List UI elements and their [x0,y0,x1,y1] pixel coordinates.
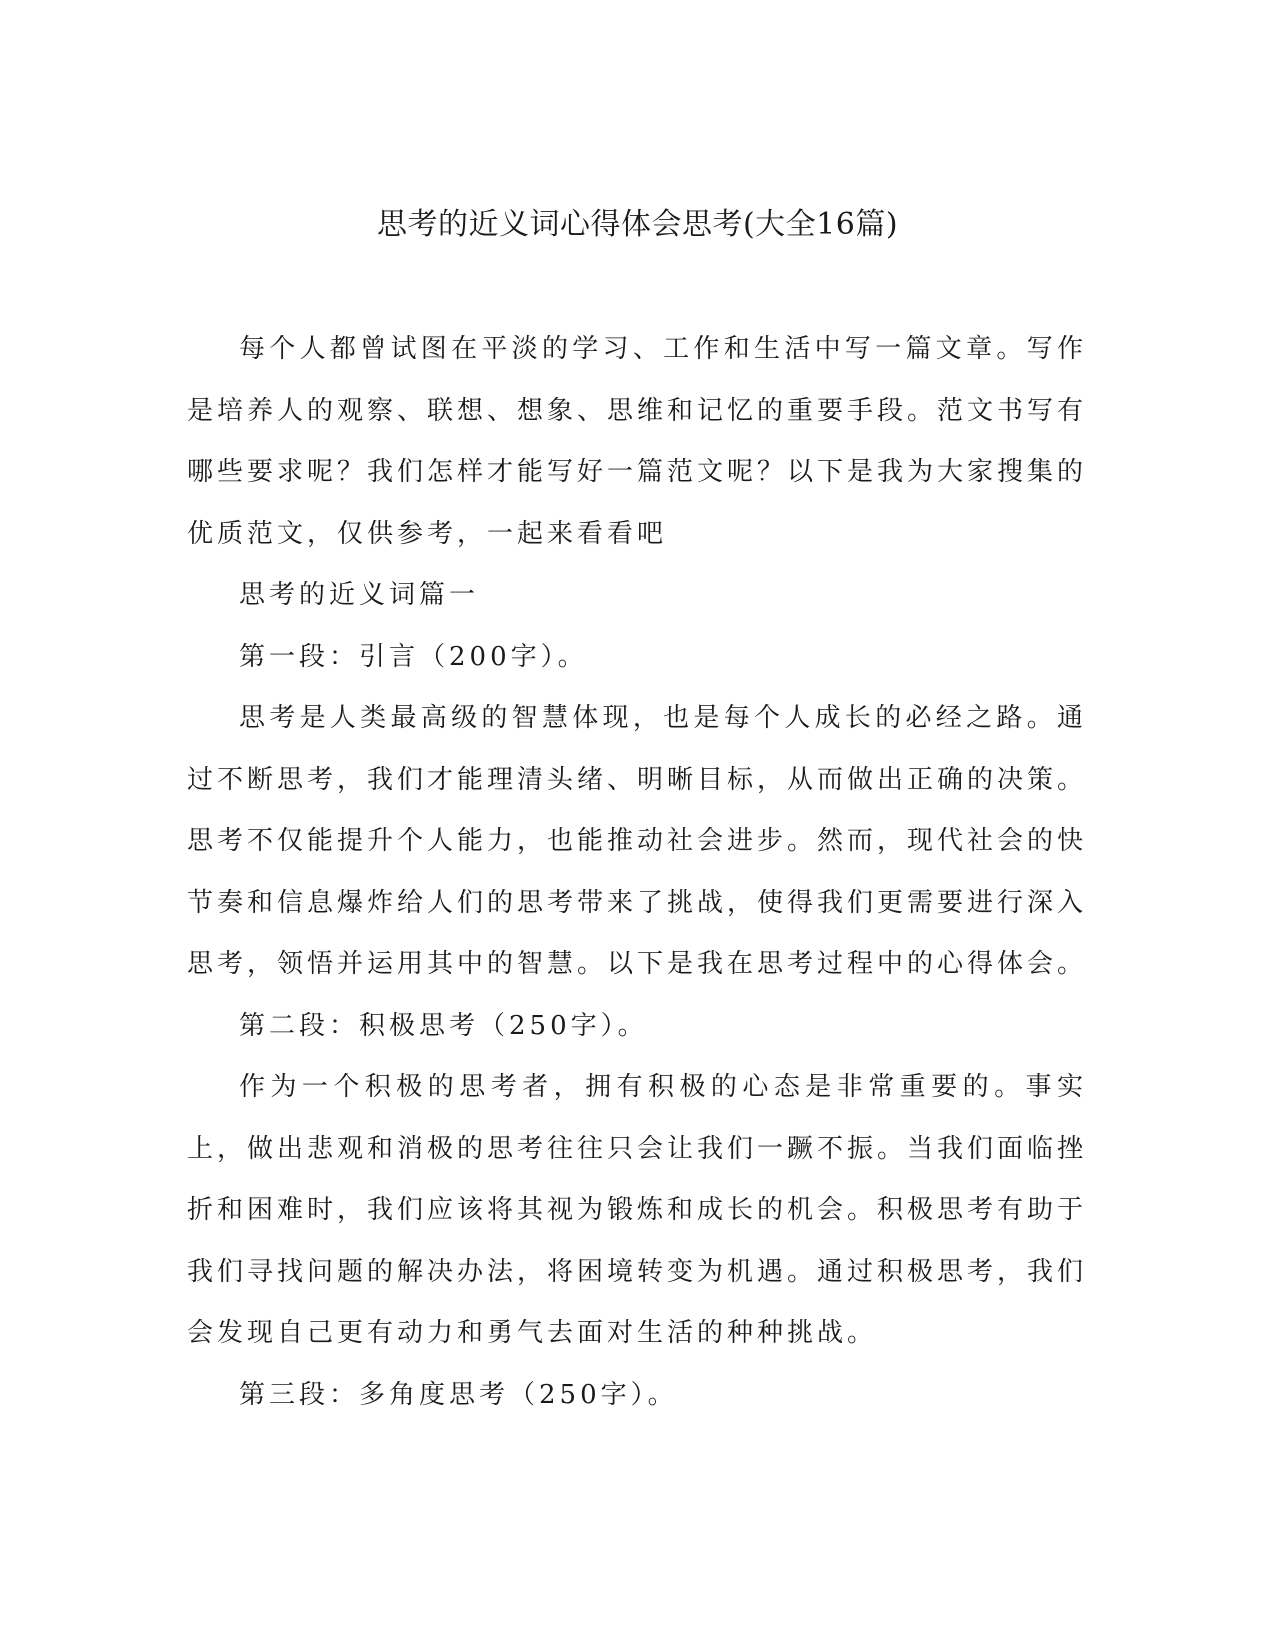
intro-paragraph: 每个人都曾试图在平淡的学习、工作和生活中写一篇文章。写作是培养人的观察、联想、想象、思维和记忆的重要手段。范文书写有哪些要求呢？我们怎样才能写好一篇范文呢？以下是我为大家搜集的优质范文，仅供参考，一起来看看吧 [187,334,1088,549]
paragraph-heading-2: 第二段：积极思考（250字）。 [239,1010,648,1041]
document-body [187,319,1087,1426]
section-heading-1: 思考的近义词篇一 [239,580,480,610]
paragraph-heading-3: 第三段：多角度思考（250字）。 [239,1379,678,1410]
paragraph-body-1: 思考是人类最高级的智慧体现，也是每个人成长的必经之路。通过不断思考，我们才能理清头绪、明晰目标，从而做出正确的决策。思考不仅能提升个人能力，也能推动社会进步。然而，现代社会的快节奏和信息爆炸给人们的思考带来了挑战，使得我们更需要进行深入思考，领悟并运用其中的智慧。以下是我在思考过程中的心得体会。 [187,703,1088,979]
document-title: 思考的近义词心得体会思考(大全16篇) [376,207,899,242]
paragraph-heading-1: 第一段：引言（200字）。 [239,641,588,672]
paragraph-body-2: 作为一个积极的思考者，拥有积极的心态是非常重要的。事实上，做出悲观和消极的思考往往只会让我们一蹶不振。当我们面临挫折和困难时，我们应该将其视为锻炼和成长的机会。积极思考有助于我们寻找问题的解决办法，将困境转变为机遇。通过积极思考，我们会发现自己更有动力和勇气去面对生活的种种挑战。 [187,1072,1088,1348]
